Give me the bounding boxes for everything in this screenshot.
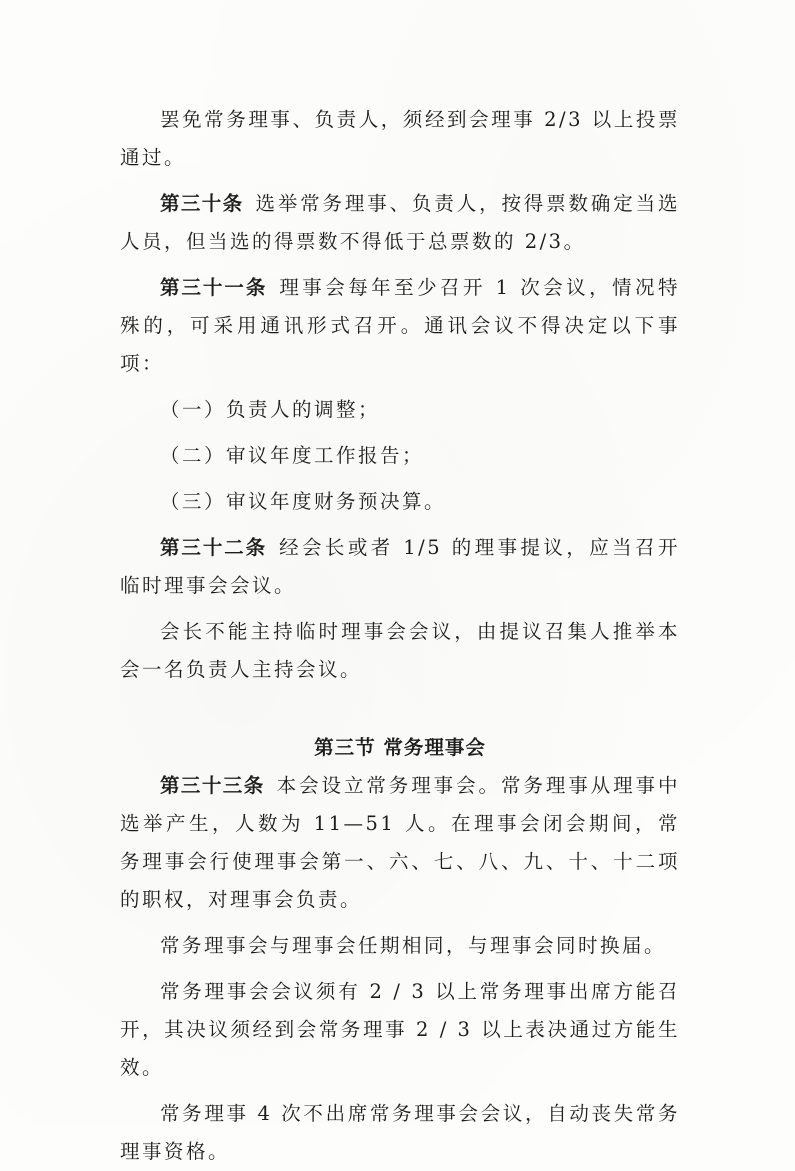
article-31-label: 第三十一条 xyxy=(160,276,268,299)
paragraph-temporary-meeting: 会长不能主持临时理事会会议，由提议召集人推举本会一名负责人主持会议。 xyxy=(120,620,680,681)
article-33-label: 第三十三条 xyxy=(160,774,265,797)
list-item-3: （三）审议年度财务预决算。 xyxy=(160,490,447,513)
article-32-text: 经会长或者 1/5 的理事提议，应当召开临时理事会会议。 xyxy=(120,536,680,597)
list-item-1: （一）负责人的调整； xyxy=(160,398,381,421)
paragraph-removal: 罢免常务理事、负责人，须经到会理事 2/3 以上投票通过。 xyxy=(120,108,680,169)
section-title: 第三节 常务理事会 xyxy=(314,736,486,759)
article-33-text: 本会设立常务理事会。常务理事从理事中选举产生，人数为 11—51 人。在理事会闭会期间，常务理事会行使理事会第一、六、七、八、九、十、十二项的职权，对理事会负责。 xyxy=(120,774,680,911)
document-body xyxy=(120,101,680,1171)
article-30-text: 选举常务理事、负责人，按得票数确定当选人员，但当选的得票数不得低于总票数的 2/3。 xyxy=(120,192,680,253)
list-item-2: （二）审议年度工作报告； xyxy=(160,444,425,467)
article-32 xyxy=(120,529,680,605)
article-32-label: 第三十二条 xyxy=(160,536,268,559)
paragraph-absence: 常务理事 4 次不出席常务理事会会议，自动丧失常务理事资格。 xyxy=(120,1102,680,1163)
paragraph-quorum: 常务理事会会议须有 2 / 3 以上常务理事出席方能召开，其决议须经到会常务理事 2 / 3 以上表决通过方能生效。 xyxy=(120,980,680,1079)
article-30-label: 第三十条 xyxy=(160,192,244,215)
article-30 xyxy=(120,185,680,261)
article-33 xyxy=(120,767,680,919)
article-31 xyxy=(120,269,680,383)
article-31-text: 理事会每年至少召开 1 次会议，情况特殊的，可采用通讯形式召开。通讯会议不得决定以下事项： xyxy=(120,276,680,375)
paragraph-term: 常务理事会与理事会任期相同，与理事会同时换届。 xyxy=(160,934,667,957)
